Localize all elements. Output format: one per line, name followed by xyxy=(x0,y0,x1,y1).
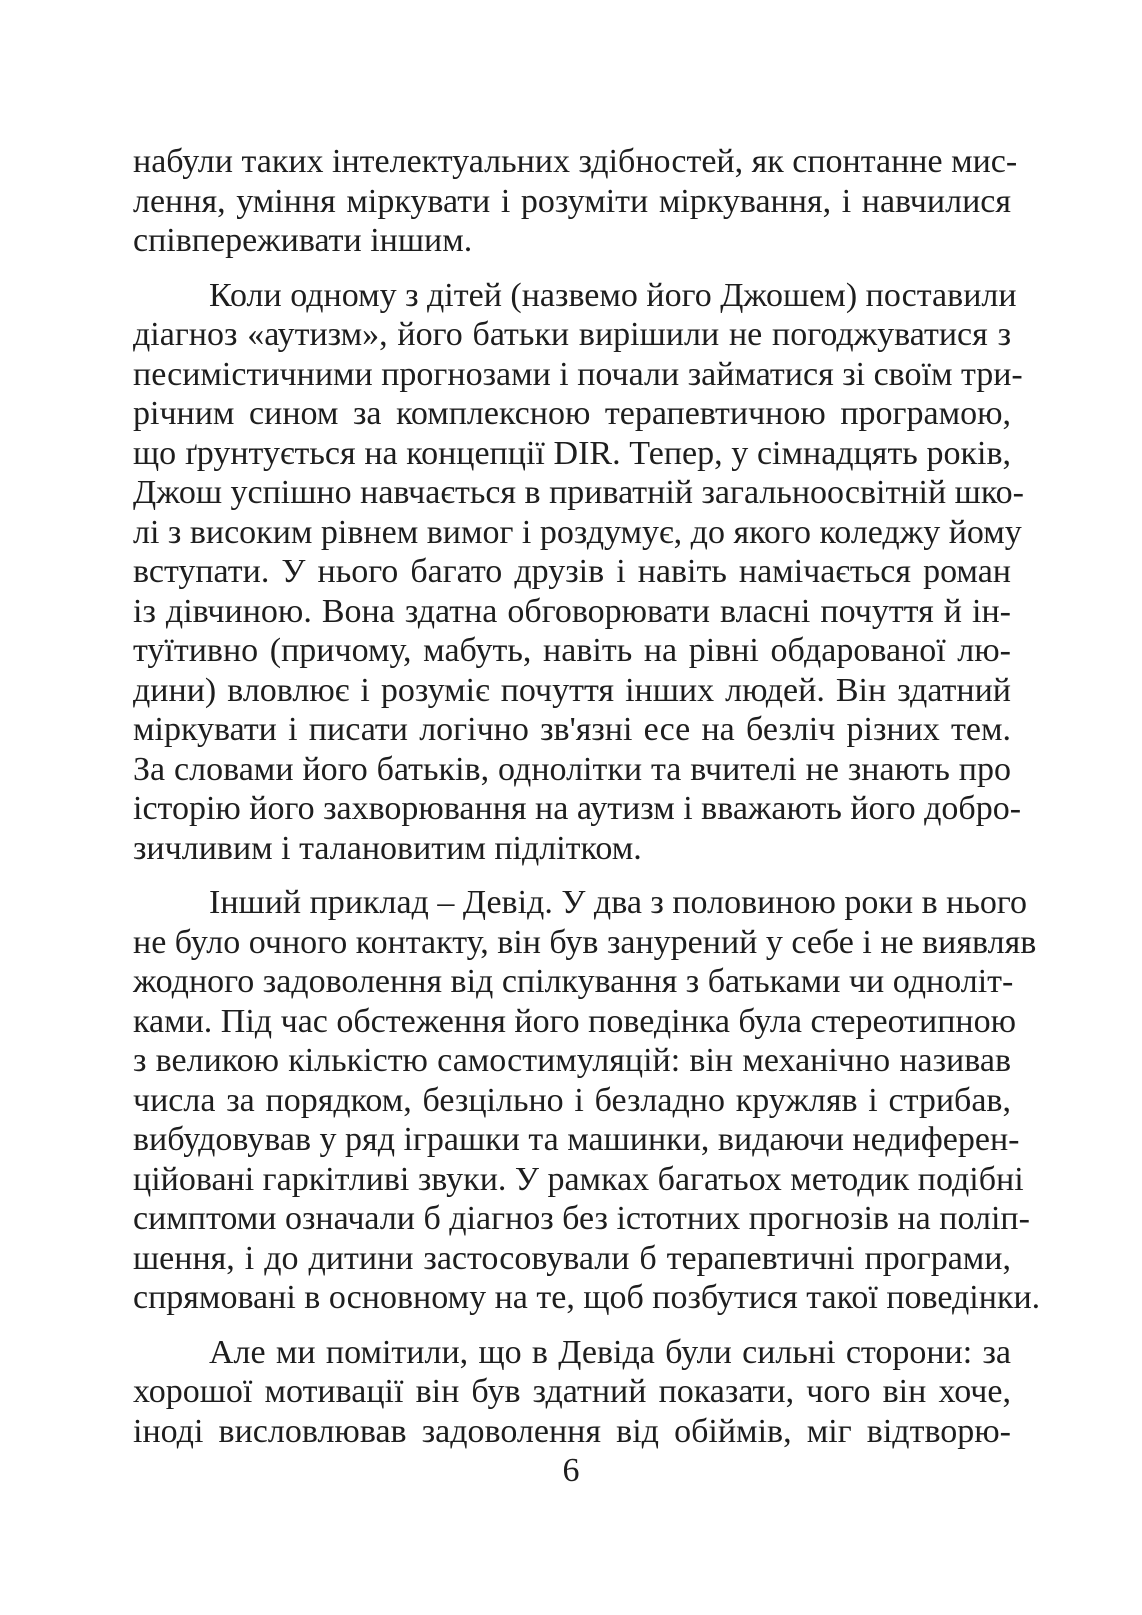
text-line: числа за порядком, безцільно і безладно кружляв і стрибав, xyxy=(133,1081,1011,1119)
text-line: симптоми означали б діагноз без істотних прогнозів на поліп- xyxy=(133,1200,1030,1237)
paragraph xyxy=(133,276,1024,869)
body-text xyxy=(133,142,1041,1451)
text-line: ками. Під час обстеження його поведінка була стереотипною xyxy=(133,1002,1017,1040)
text-line: лення, уміння міркувати і розуміти міркування, і навчилися xyxy=(133,182,1011,220)
text-line: туїтивно (причому, мабуть, навіть на рівні обдарованої лю- xyxy=(133,632,1011,669)
text-line: вибудовував у ряд іграшки та машинки, видаючи недиферен- xyxy=(133,1121,1020,1158)
text-line: міркувати і писати логічно зв'язні есе на безліч різних тем. xyxy=(133,711,1011,748)
paragraph xyxy=(133,1333,1011,1452)
text-line: спрямовані в основному на те, щоб позбутися такої поведінки. xyxy=(133,1279,1041,1316)
text-line: За словами його батьків, однолітки та вчителі не знають про xyxy=(133,750,1011,788)
text-line: дини) вловлює і розуміє почуття інших людей. Він здатний xyxy=(133,671,1011,709)
paragraph xyxy=(133,142,1018,261)
text-line: набули таких інтелектуальних здібностей, як спонтанне мис- xyxy=(133,143,1018,180)
text-line: з великою кількістю самостимуляцій: він механічно називав xyxy=(133,1042,1011,1079)
text-line: річним сином за комплексною терапевтичною програмою, xyxy=(133,395,1011,432)
text-line: Інший приклад – Девід. У два з половиною роки в нього xyxy=(209,884,1027,921)
text-line: шення, і до дитини застосовували б терапевтичні програми, xyxy=(133,1239,1011,1277)
text-line: Коли одному з дітей (назвемо його Джошем) поставили xyxy=(209,276,1017,314)
text-line: із дівчиною. Вона здатна обговорювати власні почуття й ін- xyxy=(133,592,1011,630)
text-line: не було очного контакту, він був занурений у себе і не виявляв xyxy=(133,923,1037,961)
text-line: співпереживати іншим. xyxy=(133,222,473,259)
text-line: хорошої мотивації він був здатний показати, чого він хоче, xyxy=(133,1373,1011,1410)
text-line: песимістичними прогнозами і почали займатися зі своїм три- xyxy=(133,355,1023,393)
text-line: іноді висловлював задоволення від обіймів, міг відтворю- xyxy=(133,1412,1011,1450)
text-line: зичливим і талановитим підлітком. xyxy=(133,829,642,867)
text-line: Джош успішно навчається в приватній загальноосвітній шко- xyxy=(133,474,1024,511)
text-line: лі з високим рівнем вимог і роздумує, до якого коледжу йому xyxy=(133,513,1022,551)
text-line: вступати. У нього багато друзів і навіть намічається роман xyxy=(133,553,1011,590)
text-line: ційовані гаркітливі звуки. У рамках багатьох методик подібні xyxy=(133,1160,1024,1198)
text-line: діагноз «аутизм», його батьки вирішили не погоджуватися з xyxy=(133,316,1011,353)
text-line: жодного задоволення від спілкування з батьками чи одноліт- xyxy=(133,963,1014,1000)
page-number: 6 xyxy=(562,1452,580,1489)
text-line: історію його захворювання на аутизм і вважають його добро- xyxy=(133,790,1022,827)
text-line: що ґрунтується на концепції DIR. Тепер, у сімнадцять років, xyxy=(133,434,1011,472)
paragraph xyxy=(133,883,1041,1318)
text-line: Але ми помітили, що в Девіда були сильні сторони: за xyxy=(209,1333,1011,1371)
